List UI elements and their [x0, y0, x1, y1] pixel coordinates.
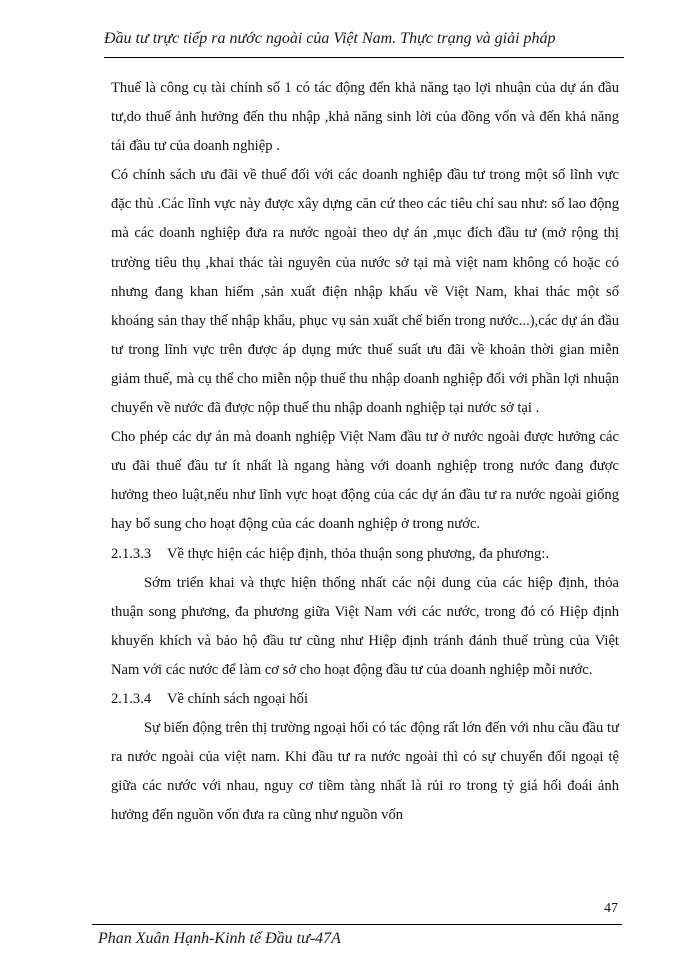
header-divider: [104, 57, 624, 58]
page-number: 47: [604, 901, 618, 916]
section-title: Về chính sách ngoại hối: [167, 690, 309, 707]
running-header: Đầu tư trực tiếp ra nước ngoài của Việt Nam. Thực trạng và giải pháp: [104, 30, 556, 47]
paragraph: Sự biến động trên thị trường ngoại hối có tác động rất lớn đến với nhu cầu đầu tư ra nước ngoài của việt nam. Khi đầu tư ra nước ngoài thì có sự chuyển đổi ngoại tệ giữa các nước với nhau, nguy cơ tiềm tàng nhất là rủi ro trong tỷ giá hối đoái ảnh hưởng đến nguồn vốn đưa ra cũng như nguồn vốn: [111, 720, 619, 824]
paragraph: Cho phép các dự án mà doanh nghiệp Việt Nam đầu tư ở nước ngoài được hưởng các ưu đãi thuế đầu tư ít nhất là ngang hàng với doanh nghiệp trong nước đang được hưởng theo luật,nếu như lĩnh vực hoạt động của các dự án đầu tư ra nước ngoài giống hay bổ sung cho hoạt động của các doanh nghiệp ở trong nước.: [111, 429, 619, 533]
paragraph: Thuế là công cụ tài chính số 1 có tác động đến khả năng tạo lợi nhuận của dự án đầu tư,do thuế ảnh hưởng đến thu nhập ,khả năng sinh lời của đồng vốn và đến khả năng tái đầu tư của doanh nghiệp .: [111, 80, 619, 155]
section-heading-2-1-3-4: [111, 685, 619, 714]
footer-divider: [92, 924, 622, 925]
paragraph: Có chính sách ưu đãi về thuế đối với các doanh nghiệp đầu tư trong một số lĩnh vực đặc thù .Các lĩnh vực này được xây dựng căn cứ theo các tiêu chí sau như: số lao động mà các doanh nghiệp đưa ra nước ngoài theo dự án ,mục đích đầu tư (mở rộng thị trường tiêu thụ ,khai thác tài nguyên của nước sở tại mà việt nam không có hoặc có nhưng đang khan hiếm ,sản xuất điện nhập khẩu về Việt Nam, khai thác một số khoáng sản thay thế nhập khẩu, phục vụ sản xuất chế biến trong nước...),các dự án đầu tư trong lĩnh vực trên được áp dụng mức thuế suất ưu đãi về khoản thời gian miễn giảm thuế, mà cụ thể cho miễn nộp thuế thu nhập doanh nghiệp đối với phần lợi nhuận chuyển về nước đã được nộp thuế thu nhập doanh nghiệp tại nước sở tại .: [111, 167, 619, 417]
section-heading-2-1-3-3: [111, 540, 619, 569]
section-number: 2.1.3.3: [111, 545, 152, 562]
document-body: [111, 74, 619, 830]
section-title: Về thực hiện các hiệp định, thỏa thuận song phương, đa phương:.: [167, 545, 550, 562]
section-number: 2.1.3.4: [111, 690, 152, 707]
running-footer: Phan Xuân Hạnh-Kinh tế Đầu tư-47A: [98, 930, 341, 947]
paragraph: Sớm triển khai và thực hiện thống nhất các nội dung của các hiệp định, thỏa thuận song phương, đa phương giữa Việt Nam với các nước, trong đó có Hiệp định khuyến khích và bảo hộ đầu tư cũng như Hiệp định tránh đánh thuế trùng của Việt Nam với các nước để làm cơ sở cho hoạt động đầu tư của doanh nghiệp mỗi nước.: [111, 574, 619, 678]
